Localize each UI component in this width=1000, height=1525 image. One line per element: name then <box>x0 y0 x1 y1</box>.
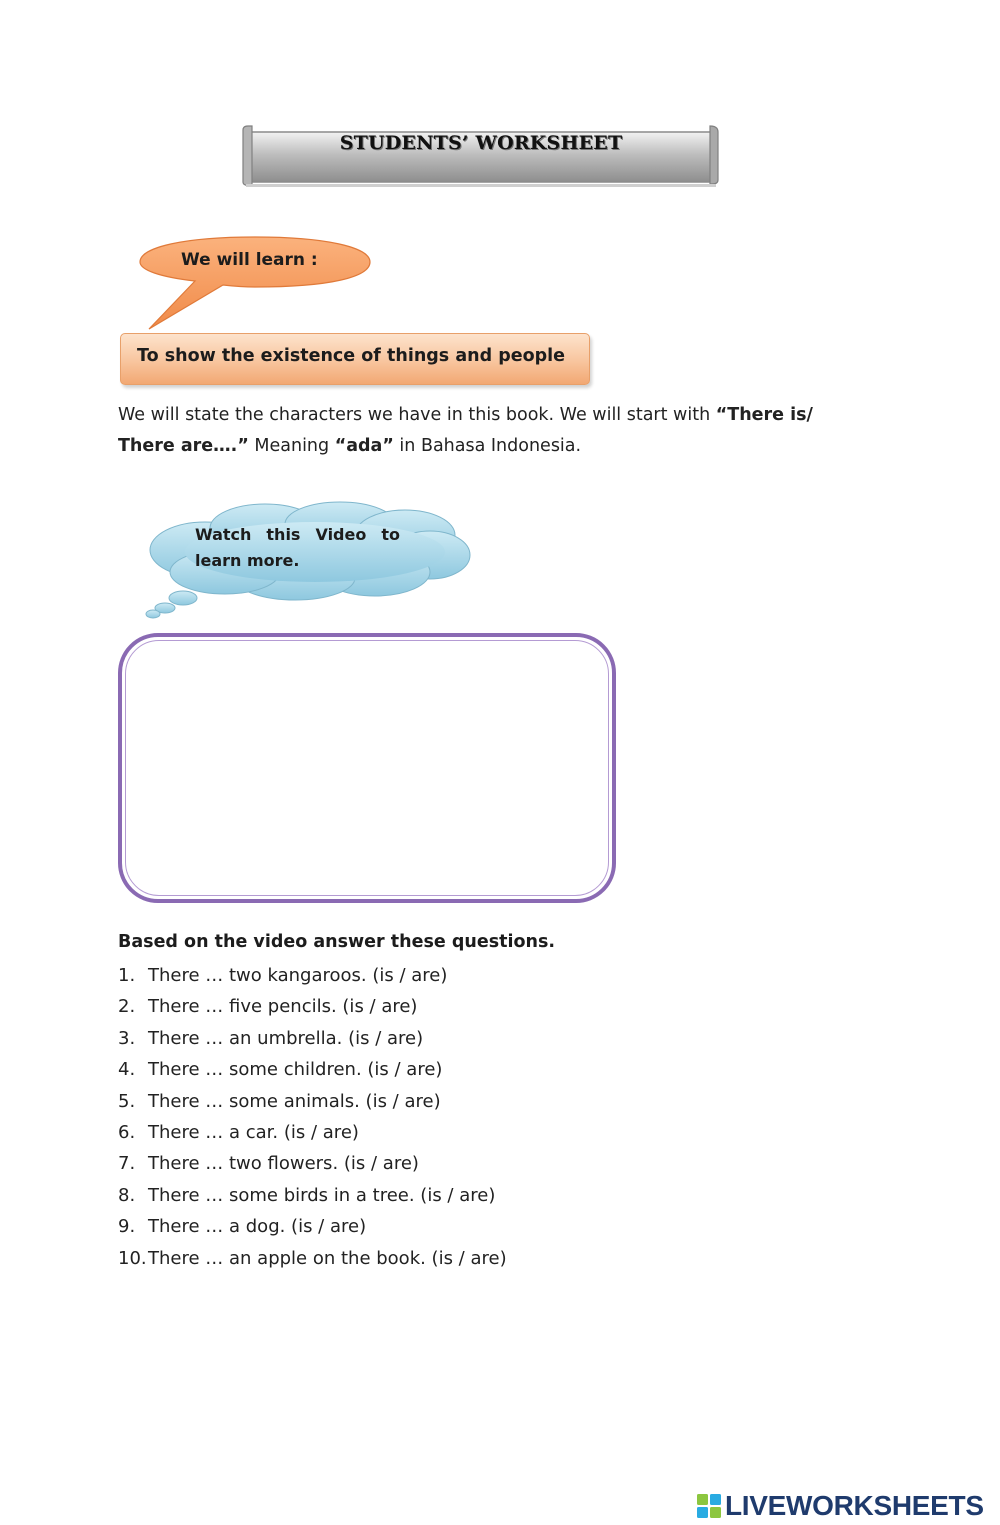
question-text: There … a car. (is / are) <box>148 1121 359 1143</box>
question-text: There … two kangaroos. (is / are) <box>148 965 448 986</box>
question-text: There … two flowers. (is / are) <box>148 1153 419 1175</box>
question-number: 8. <box>118 1184 136 1206</box>
brand-name: LIVEWORKSHEETS <box>725 1490 984 1521</box>
thought-cloud <box>135 500 480 625</box>
callout-label: We will learn : <box>181 250 318 270</box>
question-number: 3. <box>118 1027 136 1049</box>
question-item <box>118 1023 507 1054</box>
question-text: There … some animals. (is / are) <box>148 1090 441 1112</box>
objective-banner <box>120 333 590 385</box>
question-number: 6. <box>118 1121 136 1143</box>
question-item <box>118 1211 507 1242</box>
question-text: There … some birds in a tree. (is / are) <box>148 1184 496 1206</box>
intro-bold-1: “There is/ <box>715 405 813 425</box>
objective-text: To show the existence of things and people <box>137 346 566 366</box>
liveworksheets-icon <box>696 1493 722 1519</box>
intro-bold-2: There are….” <box>118 436 249 456</box>
video-frame[interactable] <box>118 633 616 903</box>
question-item <box>118 1086 507 1117</box>
question-item <box>118 991 507 1022</box>
learn-callout <box>135 233 375 333</box>
cloud-text: Watch this Video to learn more. <box>195 525 400 570</box>
question-list <box>118 960 507 1274</box>
question-number: 9. <box>118 1216 136 1238</box>
intro-text-2: Meaning <box>248 436 335 456</box>
question-text: There … an umbrella. (is / are) <box>148 1027 424 1049</box>
worksheet-title: STUDENTS’ WORKSHEET <box>339 132 623 154</box>
speech-bubble-graphic <box>135 233 375 333</box>
liveworksheets-logo[interactable] <box>696 1490 984 1522</box>
question-number: 5. <box>118 1090 136 1112</box>
video-frame-inner-border <box>125 640 609 896</box>
question-item <box>118 1243 507 1274</box>
question-item <box>118 1054 507 1085</box>
intro-text-1: We will state the characters we have in this book. We will start with <box>118 405 716 425</box>
intro-bold-3: “ada” <box>334 436 394 456</box>
question-text: There … five pencils. (is / are) <box>148 996 418 1018</box>
question-number: 10. <box>118 1247 147 1269</box>
question-number: 2. <box>118 996 136 1018</box>
question-number: 1. <box>118 965 136 986</box>
question-item <box>118 1117 507 1148</box>
question-text: There … a dog. (is / are) <box>148 1216 367 1238</box>
question-item <box>118 1180 507 1211</box>
question-item <box>118 1148 507 1179</box>
question-item <box>118 960 507 991</box>
questions-heading: Based on the video answer these questions. <box>118 932 556 952</box>
intro-text-3: in Bahasa Indonesia. <box>393 436 582 456</box>
intro-paragraph <box>118 400 888 462</box>
question-number: 4. <box>118 1059 136 1081</box>
question-number: 7. <box>118 1153 136 1175</box>
question-text: There … some children. (is / are) <box>148 1059 443 1081</box>
title-banner <box>240 124 722 190</box>
question-text: There … an apple on the book. (is / are) <box>148 1247 507 1269</box>
